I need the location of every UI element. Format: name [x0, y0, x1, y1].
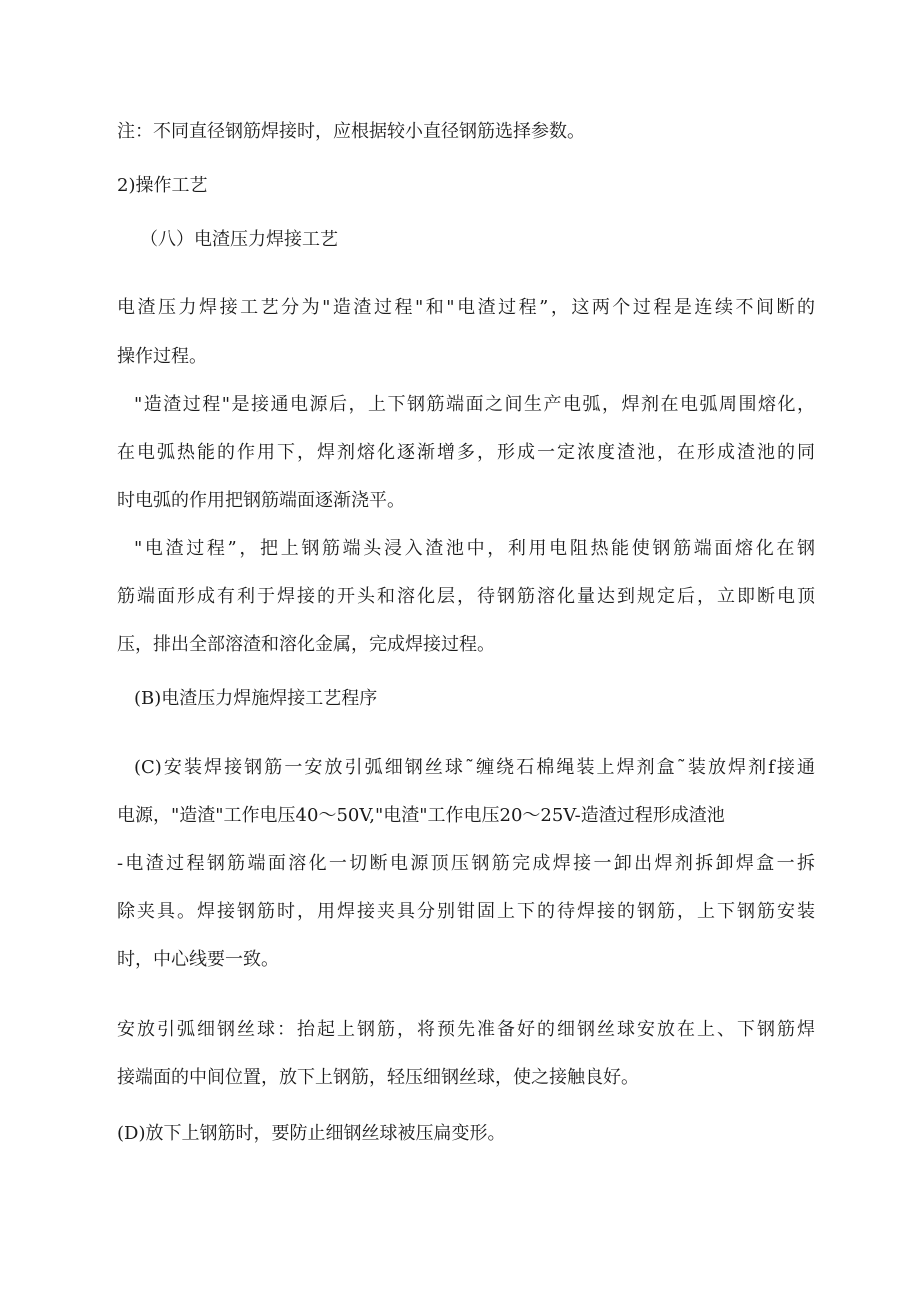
item-c-line: 电源，"造渣"工作电压40～50V,"电渣"工作电压20～25V-造渣过程形成渣池 [117, 805, 725, 826]
item-c-line: (C)安装焊接钢筋一安放引弧细钢丝球˜缠绕石棉绳装上焊剂盒˜装放焊剂f接通 [134, 757, 815, 778]
operation-heading: 2)操作工艺 [117, 175, 208, 196]
paragraph-line: 安放引弧细钢丝球：抬起上钢筋，将预先准备好的细钢丝球安放在上、下钢筋焊 [117, 1019, 815, 1040]
paragraph-line: 电渣压力焊接工艺分为"造渣过程"和"电渣过程”，这两个过程是连续不间断的 [117, 297, 815, 318]
item-d: (D)放下上钢筋时，要防止细钢丝球被压扁变形。 [117, 1123, 506, 1144]
item-b: (B)电渣压力焊施焊接工艺程序 [134, 688, 378, 709]
paragraph-line: "造渣过程"是接通电源后，上下钢筋端面之间生产电弧，焊剂在电弧周围熔化， [134, 394, 815, 415]
paragraph-line: 筋端面形成有利于焊接的开头和溶化层，待钢筋溶化量达到规定后，立即断电顶 [117, 586, 815, 607]
paragraph-line: "电渣过程”，把上钢筋端头浸入渣池中，利用电阻热能使钢筋端面熔化在钢 [134, 538, 815, 559]
paragraph-line: 时电弧的作用把钢筋端面逐渐浇平。 [117, 490, 405, 511]
paragraph-line: 接端面的中间位置，放下上钢筋，轻压细钢丝球，使之接触良好。 [117, 1067, 639, 1088]
paragraph-line: 在电弧热能的作用下，焊剂熔化逐渐增多，形成一定浓度渣池，在形成渣池的同 [117, 442, 815, 463]
item-c-line: -电渣过程钢筋端面溶化一切断电源顶压钢筋完成焊接一卸出焊剂拆卸焊盒一拆 [117, 853, 815, 874]
item-c-line: 除夹具。焊接钢筋时，用焊接夹具分别钳固上下的待焊接的钢筋，上下钢筋安装 [117, 901, 815, 922]
paragraph-line: 操作过程。 [117, 346, 207, 367]
note-text: 注：不同直径钢筋焊接时，应根据较小直径钢筋选择参数。 [117, 121, 585, 142]
paragraph-line: 压，排出全部溶渣和溶化金属，完成焊接过程。 [117, 634, 495, 655]
section-heading: （八）电渣压力焊接工艺 [140, 229, 338, 250]
item-c-line: 时，中心线要一致。 [117, 949, 279, 970]
